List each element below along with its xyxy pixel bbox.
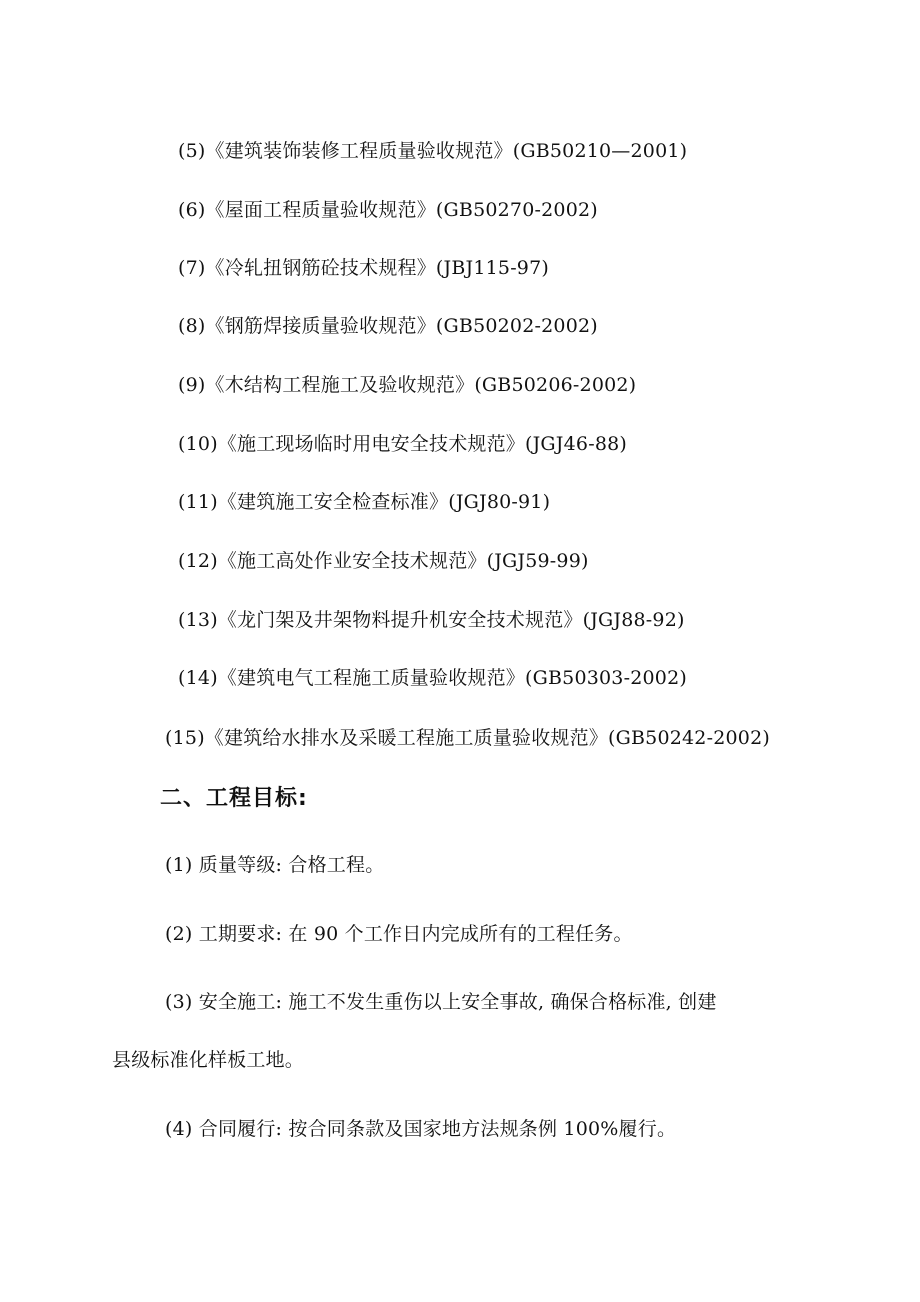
- standard-item-10: (10)《施工现场临时用电安全技术规范》(JGJ46-88): [178, 433, 628, 455]
- goal-quality: (1) 质量等级: 合格工程。: [165, 854, 385, 876]
- standard-item-7: (7)《冷轧扭钢筋砼技术规程》(JBJ115-97): [178, 257, 549, 279]
- goal-schedule: (2) 工期要求: 在 90 个工作日内完成所有的工程任务。: [165, 923, 633, 945]
- goal-contract: (4) 合同履行: 按合同条款及国家地方法规条例 100%履行。: [165, 1118, 677, 1140]
- standard-item-12: (12)《施工高处作业安全技术规范》(JGJ59-99): [178, 550, 589, 572]
- standard-item-13: (13)《龙门架及井架物料提升机安全技术规范》(JGJ88-92): [178, 609, 685, 631]
- goal-safety-line-1: (3) 安全施工: 施工不发生重伤以上安全事故, 确保合格标准, 创建: [165, 991, 717, 1013]
- standard-item-8: (8)《钢筋焊接质量验收规范》(GB50202-2002): [178, 315, 598, 337]
- section-heading: 二、工程目标:: [160, 786, 308, 811]
- standard-item-6: (6)《屋面工程质量验收规范》(GB50270-2002): [178, 199, 598, 221]
- standard-item-11: (11)《建筑施工安全检查标准》(JGJ80-91): [178, 491, 551, 513]
- standard-item-14: (14)《建筑电气工程施工质量验收规范》(GB50303-2002): [178, 667, 687, 689]
- standard-item-9: (9)《木结构工程施工及验收规范》(GB50206-2002): [178, 374, 637, 396]
- standard-item-5: (5)《建筑装饰装修工程质量验收规范》(GB50210—2001): [178, 140, 688, 162]
- standard-item-15: (15)《建筑给水排水及采暖工程施工质量验收规范》(GB50242-2002): [165, 727, 770, 749]
- goal-safety-line-2: 县级标准化样板工地。: [112, 1049, 305, 1071]
